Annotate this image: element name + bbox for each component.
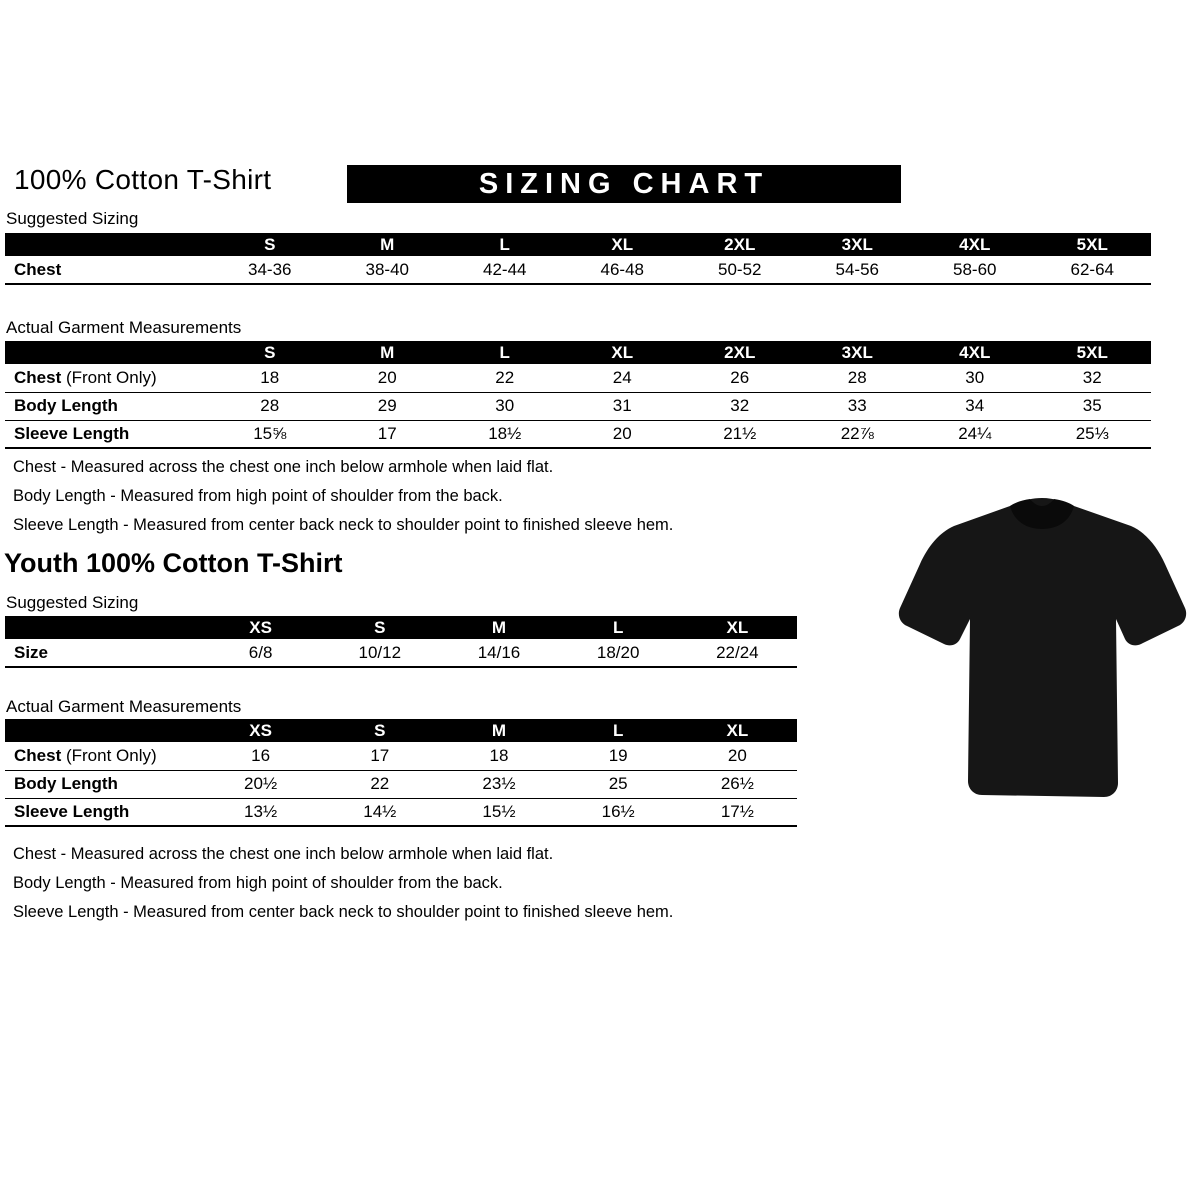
size-column-header: M <box>439 616 558 639</box>
sizing-chart-banner <box>347 165 901 203</box>
measurement-cell: 17½ <box>720 801 754 821</box>
adult-note-sleeve-length: Sleeve Length - Measured from center back neck to shoulder point to finished sleeve hem. <box>13 516 674 534</box>
measurement-cell: 20½ <box>244 774 278 793</box>
size-column-header: XS <box>201 616 320 639</box>
size-column-header: 4XL <box>916 341 1034 364</box>
table-row <box>5 639 797 667</box>
row-label-suffix: (Front Only) <box>61 367 157 387</box>
measurement-cell: 10/12 <box>358 642 402 662</box>
tshirt-product-image <box>892 476 1192 816</box>
table-row <box>5 742 797 770</box>
sizing-chart-banner-text: SIZING CHART <box>478 167 770 200</box>
size-column-header: 2XL <box>681 233 799 256</box>
adult-title: 100% Cotton T-Shirt <box>14 164 272 195</box>
measurement-cell: 34 <box>965 396 985 415</box>
size-column-header: L <box>559 616 678 639</box>
table-row <box>5 770 797 798</box>
measurement-cell: 30 <box>965 367 985 387</box>
measurement-cell: 18½ <box>488 423 522 443</box>
header-row <box>5 233 1151 256</box>
row-label-suffix: (Front Only) <box>61 745 157 765</box>
size-column-header: XL <box>564 341 682 364</box>
size-column-header: S <box>320 616 439 639</box>
measurement-cell: 24 <box>612 367 632 387</box>
measurement-cell: 16½ <box>601 801 635 821</box>
measurement-cell: 13½ <box>244 801 278 821</box>
table-row <box>5 392 1151 420</box>
adult-measurement-notes <box>13 458 673 545</box>
corner-cell <box>5 719 201 742</box>
size-column-header: M <box>329 341 447 364</box>
measurement-cell: 26 <box>730 367 750 387</box>
measurement-cell: 32 <box>1082 367 1102 387</box>
measurement-cell: 20 <box>727 745 747 765</box>
youth-measurement-notes <box>13 845 673 932</box>
measurement-cell: 30 <box>495 396 515 415</box>
tshirt-silhouette-icon <box>892 476 1192 816</box>
youth-suggested-sizing-label: Suggested Sizing <box>6 593 139 612</box>
measurement-cell: 46-48 <box>600 259 644 279</box>
measurement-cell: 18/20 <box>596 642 640 662</box>
measurement-cell: 24¼ <box>958 423 992 443</box>
adult-note-chest: Chest - Measured across the chest one inch below armhole when laid flat. <box>13 458 554 476</box>
size-column-header: XS <box>201 719 320 742</box>
measurement-cell: 54-56 <box>835 259 879 279</box>
size-column-header: XL <box>678 616 797 639</box>
size-column-header: S <box>211 341 329 364</box>
table-row <box>5 256 1151 284</box>
measurement-cell: 18 <box>260 367 280 387</box>
size-column-header: M <box>439 719 558 742</box>
row-label: Chest (Front Only) <box>14 367 157 387</box>
measurement-cell: 34-36 <box>248 259 292 279</box>
measurement-cell: 15⅝ <box>253 423 287 443</box>
measurement-cell: 62-64 <box>1070 259 1114 279</box>
measurement-cell: 58-60 <box>953 259 997 279</box>
adult-actual-measurements-label: Actual Garment Measurements <box>6 318 242 337</box>
measurement-cell: 19 <box>608 745 628 765</box>
size-column-header: XL <box>678 719 797 742</box>
measurement-cell: 22 <box>370 774 390 793</box>
measurement-cell: 25 <box>608 774 628 793</box>
measurement-cell: 17 <box>377 423 397 443</box>
size-column-header: L <box>446 233 564 256</box>
measurement-cell: 22 <box>495 367 515 387</box>
measurement-cell: 25⅓ <box>1075 423 1109 443</box>
size-column-header: 5XL <box>1034 233 1152 256</box>
row-label: Size <box>14 642 49 662</box>
header-row <box>5 719 797 742</box>
size-column-header: S <box>211 233 329 256</box>
measurement-cell: 35 <box>1082 396 1102 415</box>
youth-suggested-sizing-table <box>5 616 797 668</box>
corner-cell <box>5 616 201 639</box>
measurement-cell: 17 <box>370 745 390 765</box>
measurement-cell: 38-40 <box>365 259 409 279</box>
measurement-cell: 32 <box>730 396 750 415</box>
corner-cell <box>5 341 211 364</box>
youth-note-chest: Chest - Measured across the chest one inch below armhole when laid flat. <box>13 845 554 863</box>
measurement-cell: 22/24 <box>716 642 759 662</box>
adult-suggested-sizing-label: Suggested Sizing <box>6 209 139 228</box>
table-row <box>5 798 797 826</box>
size-column-header: S <box>320 719 439 742</box>
youth-title: Youth 100% Cotton T-Shirt <box>4 548 343 578</box>
adult-actual-measurements-table <box>5 341 1151 449</box>
measurement-cell: 20 <box>377 367 397 387</box>
row-label: Sleeve Length <box>14 423 130 443</box>
measurement-cell: 50-52 <box>718 259 762 279</box>
measurement-cell: 42-44 <box>483 259 527 279</box>
youth-note-sleeve-length: Sleeve Length - Measured from center back neck to shoulder point to finished sleeve hem. <box>13 903 674 921</box>
size-column-header: 5XL <box>1034 341 1152 364</box>
youth-note-body-length: Body Length - Measured from high point of shoulder from the back. <box>13 874 503 892</box>
measurement-cell: 33 <box>847 396 867 415</box>
header-row <box>5 341 1151 364</box>
size-column-header: 2XL <box>681 341 799 364</box>
row-label: Chest (Front Only) <box>14 745 157 765</box>
header-row <box>5 616 797 639</box>
adult-note-body-length: Body Length - Measured from high point of shoulder from the back. <box>13 487 503 505</box>
measurement-cell: 28 <box>260 396 280 415</box>
youth-actual-measurements-table <box>5 719 797 827</box>
measurement-cell: 14½ <box>363 801 397 821</box>
measurement-cell: 31 <box>612 396 632 415</box>
measurement-cell: 18 <box>489 745 509 765</box>
size-column-header: M <box>329 233 447 256</box>
size-column-header: XL <box>564 233 682 256</box>
measurement-cell: 26½ <box>720 774 754 793</box>
size-column-header: 3XL <box>799 341 917 364</box>
measurement-cell: 20 <box>612 423 632 443</box>
measurement-cell: 29 <box>377 396 397 415</box>
row-label: Body Length <box>14 774 118 793</box>
measurement-cell: 28 <box>847 367 867 387</box>
size-column-header: 3XL <box>799 233 917 256</box>
measurement-cell: 15½ <box>482 801 516 821</box>
size-column-header: 4XL <box>916 233 1034 256</box>
table-row <box>5 420 1151 448</box>
measurement-cell: 23½ <box>482 774 516 793</box>
measurement-cell: 16 <box>251 745 271 765</box>
adult-suggested-sizing-table <box>5 233 1151 285</box>
tshirt-body-shape <box>899 498 1186 797</box>
table-row <box>5 364 1151 392</box>
row-label: Body Length <box>14 396 118 415</box>
corner-cell <box>5 233 211 256</box>
measurement-cell: 22⅞ <box>840 423 874 443</box>
size-column-header: L <box>446 341 564 364</box>
size-column-header: L <box>559 719 678 742</box>
measurement-cell: 21½ <box>723 423 757 443</box>
youth-actual-measurements-label: Actual Garment Measurements <box>6 697 242 716</box>
measurement-cell: 14/16 <box>477 642 521 662</box>
measurement-cell: 6/8 <box>248 642 273 662</box>
row-label: Chest <box>14 259 62 279</box>
row-label: Sleeve Length <box>14 801 130 821</box>
